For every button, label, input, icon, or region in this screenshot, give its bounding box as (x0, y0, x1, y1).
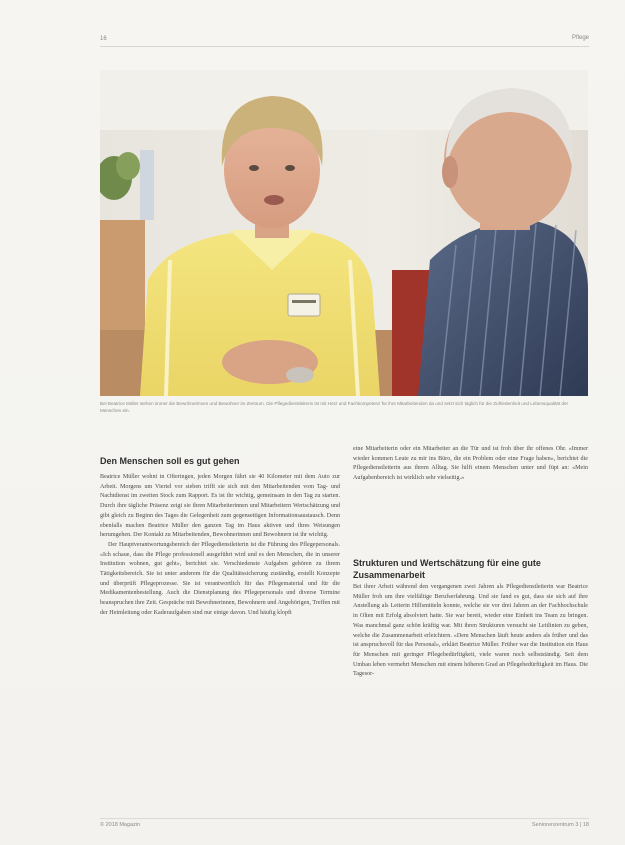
photo-caption: Bei Beatrice Müller stehen immer die Bewohnerinnen und Bewohner im Zentrum. Die Pflegedienstleiterin ist mit Herz und Fachkompetenz für ihre Mitarbeitenden da und setzt sich täglich für die Zufriedenheit und Lebensqualität der Menschen ein. (100, 401, 569, 413)
footer-left: © 2018 Magazin (100, 822, 141, 828)
main-photo (100, 70, 588, 396)
section-heading-strukturen: Strukturen und Wertschätzung für eine gute Zusammenarbeit (353, 558, 541, 580)
paragraph: Bei ihrer Arbeit während den vergangenen zwei Jahren als Pflegedienstleiterin war Beatrice Müller froh um ihre vielfältige Berufserfahrung. Und sie fand es gut, dass sie sich auf ihre Anstellung als Leiterin Hilfsmitteln konnte, welche sie vor drei Jahren an der Fachhochschule in Olten mit Erfolg absolviert hatte. Sie war bereit, wieder eine Einheit ins Team zu bringen. Was manchmal ganz schön kräftig war. Mit ihren Strukturen versucht sie Leitlinien zu geben, welche die Zusammenarbeit erleichtern. «Dem Menschen läuft heute anders als früher und das ist anspruchsvoll für das Personal», erklärt Beatrice Müller. Früher war die Institution ein Haus für Menschen mit geringer Pflegebedürftigkeit, viele waren noch selbstständig. Seit dem Umbau leben vermehrt Menschen mit einem höheren Grad an Pflegebedürftigkeit im Haus. Die Tagesor- (353, 584, 588, 678)
header-rule (100, 46, 589, 47)
footer-rule (100, 818, 589, 819)
body-column-left (100, 473, 340, 818)
section-label: Pflege (571, 35, 589, 41)
paragraph: Beatrice Müller wohnt in Ofteringen, jeden Morgen fährt sie 40 Kilometer mit dem Auto zur Arbeit. Morgens um Viertel vor sieben trifft sie sich mit den Mitarbeitenden vom Tag- und Nachtdienst im zweiten Stock zum Rapport. Es ist ihr wichtig, gemeinsam in den Tag zu starten. Durch ihre tägliche Präsenz zeigt sie ihren Mitarbeiterinnen und Mitarbeitern Wertschätzung und gibt gleich zu Beginn des Tages die Gelegenheit zum gegenseitigen Informationsaustausch. Denn ebenfalls machen Beatrice Müller den ganzen Tag im Haus aktiven und ihres Weisungen herumgehen. Der Kontakt zu Mitarbeitenden, Bewohnerinnen und Bewohnern ist ihr wichtig. (100, 474, 340, 539)
paragraph: Der Hauptverantwortungsbereich der Pflegedienstleiterin ist die Führung des Pflegepersonals. «Ich schaue, dass die Pflege professionell ausgeführt wird und es den Menschen, die in unserer Institution wohnen, gut geht», berichtet sie. Verschiedenste Aufgaben gehören zu ihrem Tätigkeitsbereich. Sie ist unter anderem für die Qualitätssicherung zuständig, erstellt Konzepte und überprüft Pflegeprozesse. Sie ist verantwortlich für das Pflegematerial und für die Medikamentenbestellung. Auch die Dienstplanung des Pflegepersonals und diverse Termine beanspruchen ihre Zeit. Gespräche mit Bewohnerinnen, Bewohnern und Angehörigen, Treffen mit der Heimleitung oder Kaderaufgaben sind nur einige davon. Und häufig klopft (100, 541, 340, 616)
section-heading-menschen: Den Menschen soll es gut gehen (100, 456, 240, 466)
body-column-right-bottom (353, 583, 588, 818)
paragraph: eine Mitarbeiterin oder ein Mitarbeiter an die Tür und ist froh über ihr offenes Ohr. «Immer wieder kommen Leute zu mir ins Büro, die ein Problem oder eine Frage haben», berichtet die Pflegedienstleiterin aus ihrem Alltag. Sie hilft einem Menschen unter und füpt an: «Mein Aufgabenbereich ist wirklich sehr vielseitig.» (353, 446, 588, 482)
page-number: 16 (100, 36, 107, 42)
photo-illustration (100, 70, 588, 396)
body-column-right-top (353, 445, 588, 560)
footer-right: Seniorenzentrum 3 | 18 (531, 822, 589, 828)
